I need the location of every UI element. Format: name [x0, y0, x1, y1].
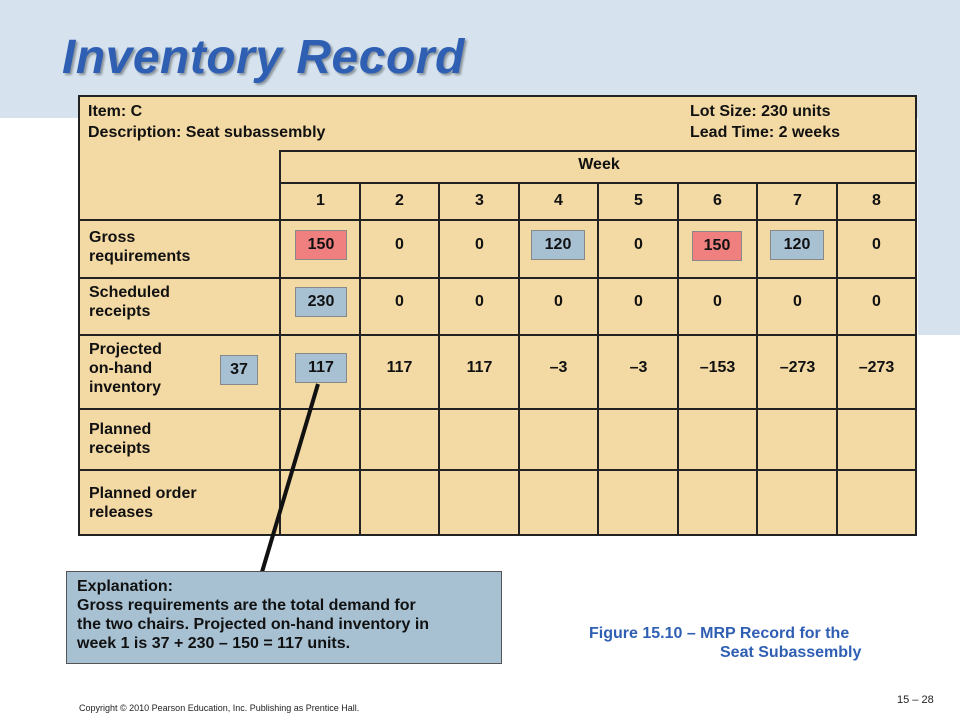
projected-on-hand-cell: –3 [549, 359, 568, 376]
figure-caption-line: Seat Subassembly [720, 644, 862, 661]
explanation-text: the two chairs. Projected on-hand inventory in [77, 616, 430, 633]
week-number: 1 [316, 192, 325, 209]
row-label-line: releases [89, 504, 154, 521]
projected-on-hand-cell: –153 [699, 359, 736, 376]
week-number: 7 [793, 192, 802, 209]
gross-requirement-cell: 150 [692, 231, 742, 261]
gross-requirement-cell: 0 [475, 236, 484, 253]
lot-size-label: Lot Size: 230 units [690, 103, 831, 120]
explanation-text: Gross requirements are the total demand for [77, 597, 416, 614]
projected-on-hand-cell: –273 [779, 359, 816, 376]
gross-requirement-cell: 0 [634, 236, 643, 253]
row-label-line: inventory [89, 379, 162, 396]
row-label-line: Scheduled [89, 284, 170, 301]
page-number: 15 – 28 [897, 694, 934, 706]
scheduled-receipt-cell: 0 [713, 293, 722, 310]
row-label-line: requirements [89, 248, 191, 265]
scheduled-receipt-cell: 0 [475, 293, 484, 310]
scheduled-receipt-cell: 230 [295, 287, 347, 317]
row-label-line: Planned order [89, 485, 197, 502]
week-number: 4 [554, 192, 563, 209]
projected-on-hand-cell: –3 [629, 359, 648, 376]
scheduled-receipt-cell: 0 [872, 293, 881, 310]
description-label: Description: Seat subassembly [88, 124, 326, 141]
projected-on-hand-cell: 117 [386, 359, 413, 376]
row-label-line: receipts [89, 440, 151, 457]
scheduled-receipt-cell: 0 [395, 293, 404, 310]
row-label-line: on-hand [89, 360, 153, 377]
explanation-text: week 1 is 37 + 230 – 150 = 117 units. [77, 635, 351, 652]
week-number: 3 [475, 192, 484, 209]
week-header: Week [578, 156, 620, 173]
gross-requirement-cell: 0 [872, 236, 881, 253]
callout-line [262, 384, 318, 572]
figure-caption-line: Figure 15.10 – MRP Record for the [589, 625, 850, 642]
row-label-line: Gross [89, 229, 136, 246]
projected-on-hand-cell: 117 [466, 359, 493, 376]
page-title: Inventory Record [62, 31, 465, 84]
projected-on-hand-cell: –273 [858, 359, 895, 376]
item-label: Item: C [88, 103, 143, 120]
figure-caption [589, 624, 861, 662]
scheduled-receipt-cell: 0 [634, 293, 643, 310]
row-label-line: Projected [89, 341, 162, 358]
initial-inventory-value: 37 [220, 355, 258, 385]
projected-on-hand-cell: 117 [295, 353, 347, 383]
week-number: 5 [634, 192, 643, 209]
week-number: 2 [395, 192, 404, 209]
row-label-line: Planned [89, 421, 152, 438]
explanation-box [66, 571, 502, 664]
copyright-notice: Copyright © 2010 Pearson Education, Inc. Publishing as Prentice Hall. [79, 703, 360, 713]
lead-time-label: Lead Time: 2 weeks [690, 124, 840, 141]
gross-requirement-cell: 150 [295, 230, 347, 260]
scheduled-receipt-cell: 0 [793, 293, 802, 310]
week-number: 6 [713, 192, 722, 209]
row-label-line: receipts [89, 303, 151, 320]
scheduled-receipt-cell: 0 [554, 293, 563, 310]
gross-requirement-cell: 0 [395, 236, 404, 253]
week-number: 8 [872, 192, 881, 209]
gross-requirement-cell: 120 [531, 230, 585, 260]
explanation-heading: Explanation: [77, 578, 174, 595]
gross-requirement-cell: 120 [770, 230, 824, 260]
